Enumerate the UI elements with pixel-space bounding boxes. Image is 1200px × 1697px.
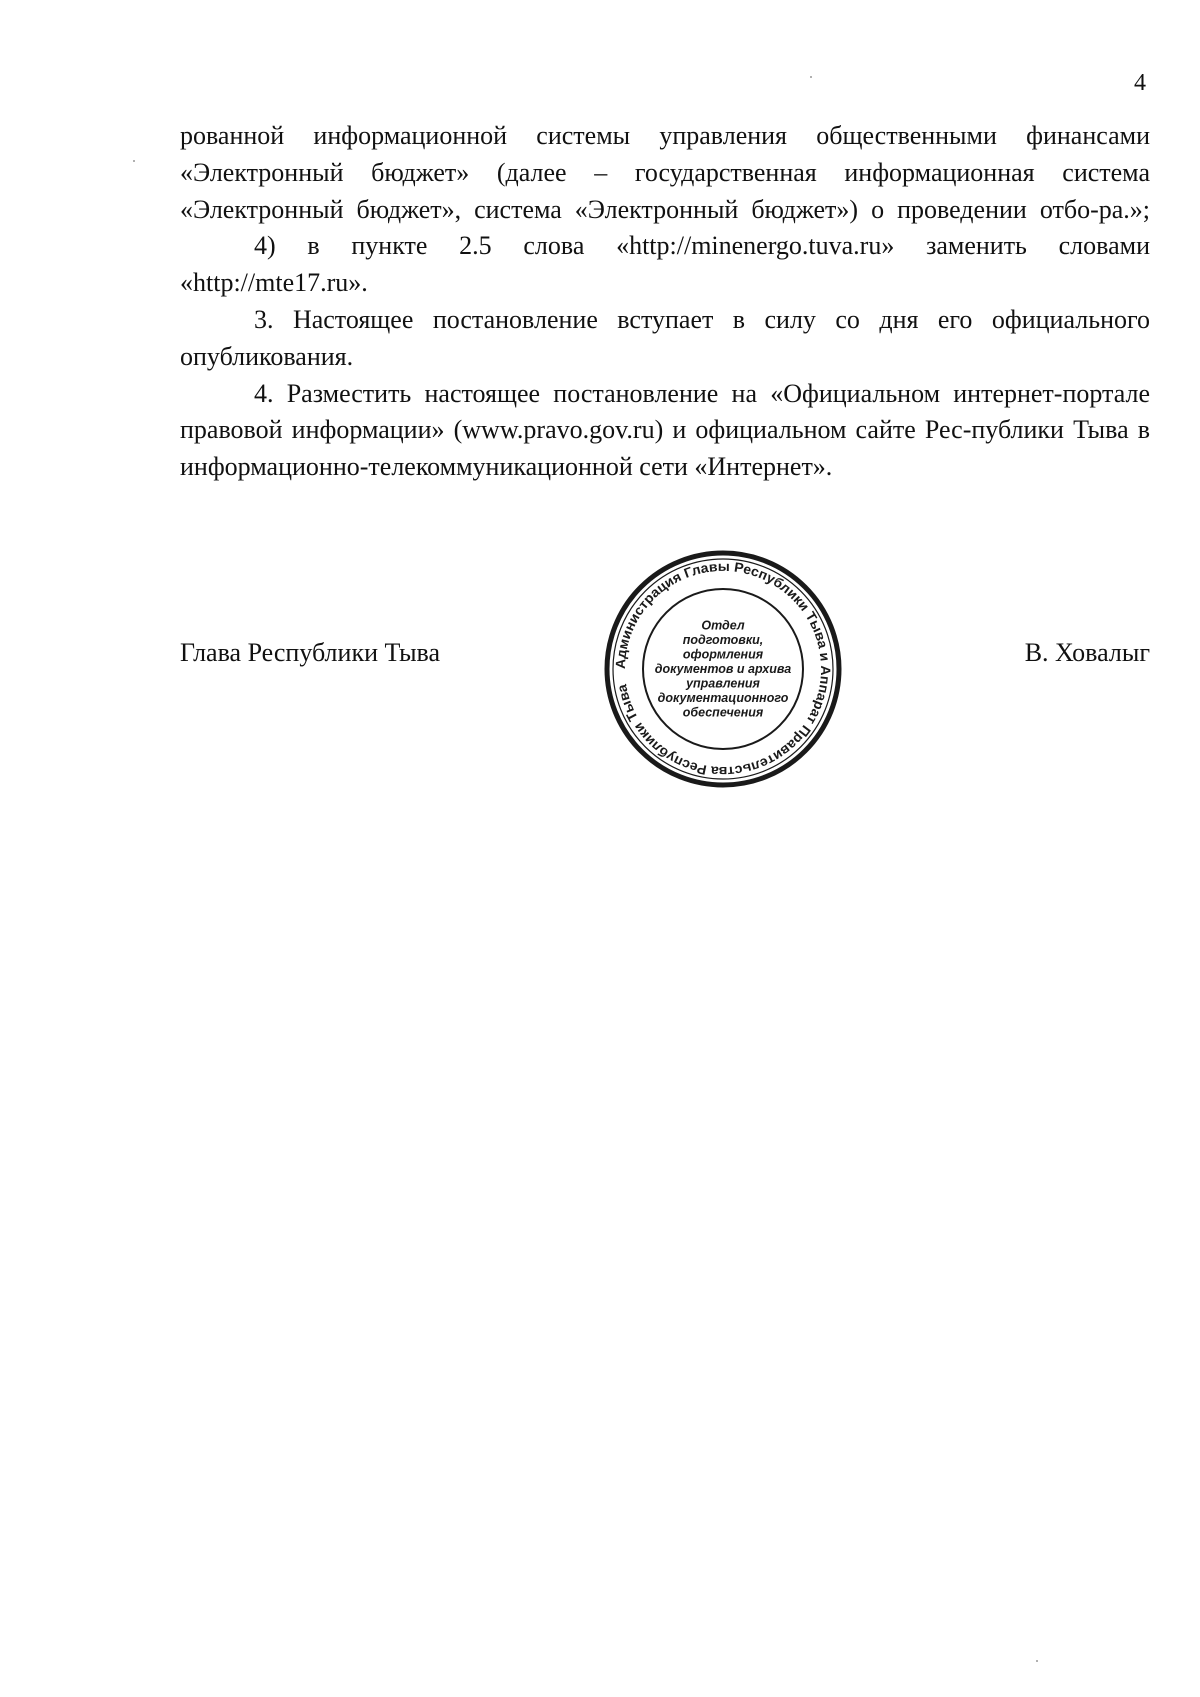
paragraph-3: 3. Настоящее постановление вступает в силу со дня его официального опубликования. — [180, 304, 1150, 371]
seal-center-line: оформления — [682, 647, 764, 662]
official-seal — [600, 546, 846, 792]
scan-speck — [810, 76, 812, 78]
seal-center-text — [655, 619, 792, 720]
paragraph-continuation: рованной информационной системы управления общественными финансами «Электронный бюджет» (далее – государственная информационная система «Электронный бюджет», система «Электронный бюджет») о проведении отбо-ра.»; — [180, 121, 1150, 224]
seal-ring-text-path: Администрация Главы Республики Тыва и Аппарат Правительства Республики Тыва — [612, 558, 834, 780]
paragraph-4: 4. Разместить настоящее постановление на «Официальном интернет-портале правовой информации» (www.pravo.gov.ru) и официальном сайте Рес-публики Тыва в информационно-телекоммуникационной сети «Интернет». — [180, 378, 1150, 482]
seal-center-line: документов и архива — [654, 662, 792, 676]
scan-speck — [133, 160, 135, 162]
signatory-position: Глава Республики Тыва — [180, 638, 441, 667]
seal-center-line: документационного — [657, 691, 789, 705]
document-body — [180, 118, 1150, 486]
seal-center-line: обеспечения — [682, 705, 764, 720]
paragraph-item-4: 4) в пункте 2.5 слова «http://minenergo.tuva.ru» заменить словами «http://mte17.ru». — [180, 231, 1150, 298]
page-number: 4 — [1134, 70, 1146, 96]
seal-center-line: управления — [686, 676, 760, 691]
scan-speck — [1036, 1660, 1038, 1662]
signatory-name: В. Ховалыг — [1024, 638, 1150, 667]
seal-center-line: подготовки, — [682, 633, 764, 647]
seal-center-line: Отдел — [701, 618, 745, 633]
